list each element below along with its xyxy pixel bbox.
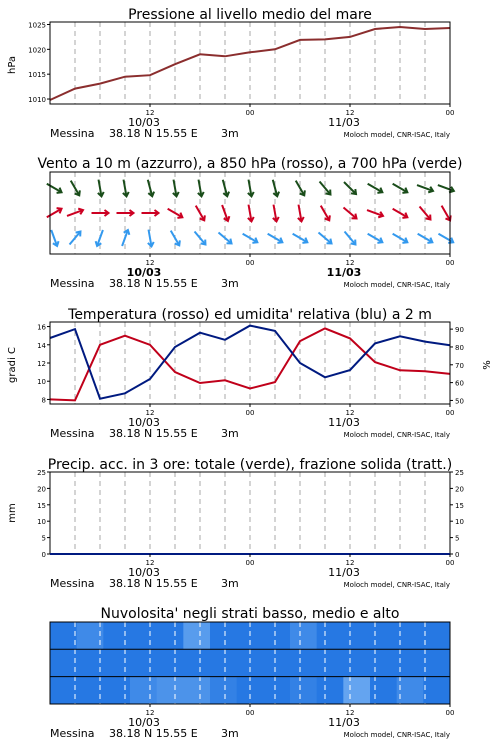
y-tick-label: 16 — [37, 323, 46, 332]
cloud-x-ticks — [128, 704, 454, 729]
barb-shaft — [195, 231, 206, 244]
station-name: Messina — [50, 427, 95, 440]
x-tick-label: 00 — [245, 409, 255, 417]
precip-panel — [7, 457, 464, 590]
station-name: Messina — [50, 127, 95, 140]
y-tick-label: 20 — [37, 485, 46, 494]
date-label: 10/03 — [128, 716, 160, 729]
y-tick-label: 90 — [455, 326, 464, 335]
station-name: Messina — [50, 727, 95, 740]
cloud-cell — [130, 649, 157, 677]
date-label: 10/03 — [126, 266, 162, 279]
cloud-footer — [50, 727, 450, 740]
x-tick-label: 12 — [145, 259, 155, 267]
cloud-cell — [343, 677, 370, 705]
pressure-y-ticks — [28, 21, 50, 104]
wind-barb — [173, 180, 179, 197]
cloud-cell — [50, 677, 77, 705]
x-tick-label: 12 — [145, 409, 155, 417]
precip-y-ticks-right — [450, 469, 464, 559]
x-tick-label: 00 — [445, 259, 455, 267]
wind-barb — [321, 206, 330, 221]
wind-barb — [123, 180, 129, 197]
station-coords: 38.18 N 15.55 E — [109, 127, 198, 140]
station-coords: 38.18 N 15.55 E — [109, 727, 198, 740]
x-tick-label: 00 — [245, 559, 255, 567]
station-height: 3m — [221, 577, 239, 590]
cloud-cell — [103, 677, 130, 705]
date-label: 11/03 — [328, 566, 360, 579]
wind-barb — [122, 230, 129, 246]
y-tick-label: 14 — [37, 341, 46, 350]
y-tick-label: 10 — [37, 518, 46, 527]
cloud-cell — [423, 677, 450, 705]
cloud-cell — [130, 677, 157, 705]
wind-barb — [218, 233, 231, 244]
cloud-cell — [423, 649, 450, 677]
wind-barb — [438, 234, 453, 243]
wind-barb — [273, 205, 279, 222]
wind-barb — [248, 180, 254, 197]
wind-barb — [223, 180, 229, 196]
wind-barb — [298, 205, 304, 222]
pressure-panel — [7, 7, 454, 140]
x-tick-label: 12 — [145, 709, 155, 717]
station-height: 3m — [221, 127, 239, 140]
x-tick-label: 00 — [245, 109, 255, 117]
wind-barb — [442, 206, 451, 221]
precip-ylabel: mm — [7, 503, 18, 523]
model-credit: Moloch model, CNR-ISAC, Italy — [343, 281, 450, 289]
model-credit: Moloch model, CNR-ISAC, Italy — [343, 731, 450, 739]
wind-barb — [345, 231, 356, 244]
cloud-cell — [210, 622, 237, 650]
temperature-y-ticks — [37, 324, 50, 405]
temperature-ylabel: gradi C — [7, 347, 18, 383]
temperature-panel — [7, 307, 493, 440]
y-tick-label: 1020 — [28, 46, 46, 55]
temperature-footer — [50, 427, 450, 440]
station-coords: 38.18 N 15.55 E — [109, 577, 198, 590]
cloud-cell — [397, 677, 424, 705]
x-tick-label: 12 — [145, 109, 155, 117]
barb-shaft — [318, 233, 331, 244]
wind-barb — [70, 231, 81, 244]
date-label: 11/03 — [328, 716, 360, 729]
cloud-cell — [103, 622, 130, 650]
y-tick-label: 80 — [455, 343, 464, 352]
barb-shaft — [70, 231, 81, 244]
date-label: 10/03 — [128, 116, 160, 129]
y-tick-label: 15 — [37, 501, 46, 510]
wind-barb — [51, 230, 58, 246]
y-tick-label: 10 — [455, 518, 464, 527]
cloud-panel — [50, 606, 454, 740]
y-tick-label: 1015 — [28, 71, 46, 80]
date-label: 11/03 — [328, 416, 360, 429]
model-credit: Moloch model, CNR-ISAC, Italy — [343, 131, 450, 139]
station-coords: 38.18 N 15.55 E — [109, 277, 198, 290]
model-credit: Moloch model, CNR-ISAC, Italy — [343, 581, 450, 589]
cloud-cell — [343, 622, 370, 650]
x-tick-label: 12 — [345, 409, 355, 417]
x-tick-label: 00 — [445, 409, 455, 417]
cloud-cell — [290, 677, 317, 705]
wind-barb — [248, 205, 254, 222]
cloud-cell — [157, 677, 184, 705]
precip-y-ticks — [37, 469, 50, 559]
date-label: 11/03 — [326, 266, 362, 279]
wind-barb — [96, 230, 103, 246]
wind-title: Vento a 10 m (azzurro), a 850 hPa (rosso), a 700 hPa (verde) — [37, 156, 463, 172]
precip-footer — [50, 577, 450, 590]
y-tick-label: 50 — [455, 397, 464, 406]
cloud-cell — [343, 649, 370, 677]
x-tick-label: 12 — [345, 259, 355, 267]
x-tick-label: 00 — [445, 109, 455, 117]
cloud-cell — [263, 677, 290, 705]
pressure-footer — [50, 127, 450, 140]
wind-barb — [148, 180, 154, 196]
cloud-cell — [183, 622, 210, 650]
cloud-cell — [183, 649, 210, 677]
wind-panel — [37, 156, 462, 290]
cloud-cell — [397, 649, 424, 677]
station-height: 3m — [221, 277, 239, 290]
y-tick-label: 5 — [41, 534, 46, 543]
cloud-cell — [157, 622, 184, 650]
cloud-cell — [210, 677, 237, 705]
precip-grid — [75, 472, 425, 554]
date-label: 11/03 — [328, 116, 360, 129]
cloud-cell — [103, 649, 130, 677]
x-tick-label: 00 — [445, 559, 455, 567]
wind-barb — [171, 231, 180, 246]
x-tick-label: 00 — [245, 709, 255, 717]
y-tick-label: 5 — [455, 534, 460, 543]
wind-barb — [148, 230, 154, 247]
pressure-x-ticks — [128, 104, 454, 129]
y-tick-label: 10 — [37, 378, 46, 387]
y-tick-label: 1025 — [28, 21, 46, 30]
date-label: 10/03 — [128, 566, 160, 579]
y-tick-label: 25 — [455, 469, 464, 477]
station-height: 3m — [221, 427, 239, 440]
y-tick-label: 12 — [37, 360, 46, 368]
wind-barb — [318, 233, 331, 244]
cloud-cell — [397, 622, 424, 650]
cloud-cell — [370, 622, 397, 650]
cloud-cell — [50, 649, 77, 677]
cloud-cell — [423, 622, 450, 650]
cloud-cell — [130, 622, 157, 650]
cloud-cell — [370, 677, 397, 705]
y-tick-label: 1010 — [28, 96, 46, 105]
barb-shaft — [345, 231, 356, 244]
y-tick-label: 25 — [37, 469, 46, 477]
wind-footer — [50, 277, 450, 290]
station-name: Messina — [50, 277, 95, 290]
precip-title: Precip. acc. in 3 ore: totale (verde), frazione solida (tratt.) — [47, 457, 453, 473]
cloud-cell — [317, 622, 344, 650]
y-tick-label: 8 — [41, 396, 46, 405]
cloud-cell — [183, 677, 210, 705]
x-tick-label: 00 — [245, 259, 255, 267]
barb-shaft — [218, 233, 231, 244]
cloud-cell — [290, 649, 317, 677]
x-tick-label: 12 — [345, 709, 355, 717]
y-tick-label: 0 — [41, 551, 46, 559]
y-tick-label: 0 — [455, 551, 460, 559]
y-tick-label: 70 — [455, 361, 464, 370]
cloud-cell — [290, 622, 317, 650]
humidity-y-ticks — [450, 326, 464, 405]
wind-barb — [195, 231, 206, 244]
cloud-cell — [157, 649, 184, 677]
y-tick-label: 20 — [455, 485, 464, 494]
x-tick-label: 12 — [145, 559, 155, 567]
model-credit: Moloch model, CNR-ISAC, Italy — [343, 431, 450, 439]
station-name: Messina — [50, 577, 95, 590]
date-label: 10/03 — [128, 416, 160, 429]
pressure-ylabel: hPa — [7, 55, 18, 75]
x-tick-label: 12 — [345, 109, 355, 117]
wind-barb — [273, 180, 279, 196]
cloud-cell — [263, 622, 290, 650]
pressure-grid — [75, 22, 425, 104]
wind-x-ticks — [127, 254, 455, 279]
pressure-title: Pressione al livello medio del mare — [128, 7, 372, 23]
cloud-cell — [263, 649, 290, 677]
cloud-cell — [317, 649, 344, 677]
cloud-cell — [317, 677, 344, 705]
humidity-ylabel: % — [482, 360, 493, 370]
y-tick-label: 15 — [455, 501, 464, 510]
station-coords: 38.18 N 15.55 E — [109, 427, 198, 440]
wind-barb — [438, 185, 454, 192]
wind-barb — [47, 208, 62, 217]
wind-barb — [198, 180, 204, 197]
y-tick-label: 60 — [455, 379, 464, 388]
temperature-title: Temperatura (rosso) ed umidita' relativa (blu) a 2 m — [68, 307, 432, 323]
x-tick-label: 00 — [445, 709, 455, 717]
wind-barb — [47, 184, 62, 193]
temperature-x-ticks — [128, 404, 454, 429]
wind-barb — [98, 180, 104, 197]
cloud-cell — [50, 622, 77, 650]
precip-x-ticks — [128, 554, 454, 579]
cloud-title: Nuvolosita' negli strati basso, medio e alto — [100, 606, 400, 622]
wind-barb — [196, 206, 205, 221]
cloud-cell — [370, 649, 397, 677]
station-height: 3m — [221, 727, 239, 740]
wind-barb — [222, 205, 229, 221]
cloud-cell — [210, 649, 237, 677]
x-tick-label: 12 — [345, 559, 355, 567]
